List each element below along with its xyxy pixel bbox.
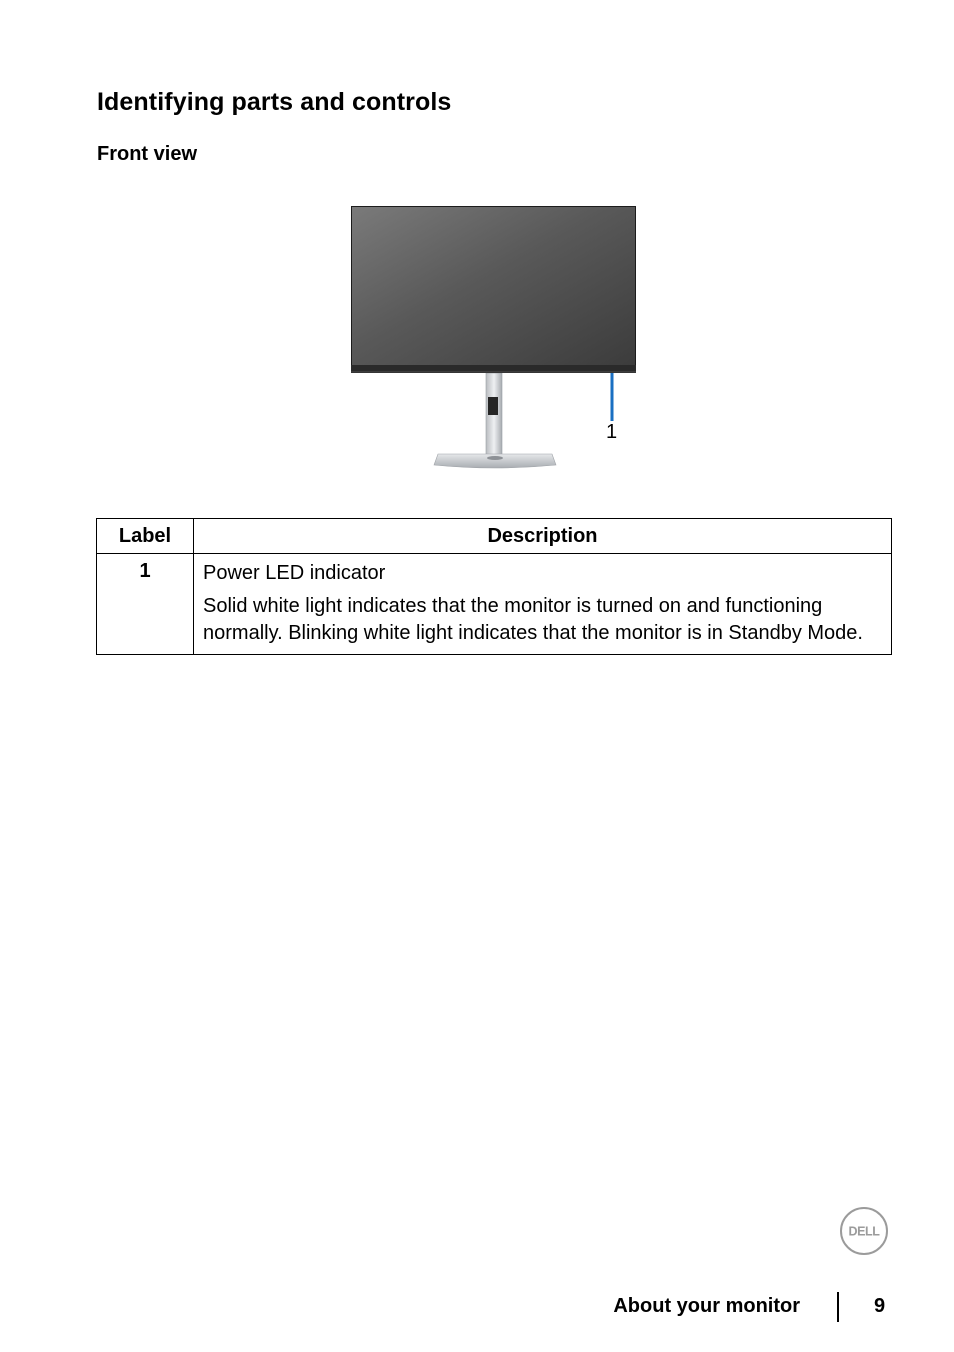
parts-table [96,518,892,655]
row-description [194,554,892,655]
dell-logo-icon [839,1206,889,1256]
callout-number: 1 [606,421,618,443]
row-description-title: Power LED indicator [203,562,386,584]
column-header-label: Label [97,519,194,554]
column-header-description: Description [194,519,892,554]
svg-text:DELL: DELL [848,1224,880,1239]
footer-section-title: About your monitor [613,1295,800,1317]
table-row [97,554,892,655]
monitor-front-view-figure [340,195,660,480]
page-number: 9 [874,1295,886,1317]
table-header-row [97,519,892,554]
section-title: Front view [97,143,198,165]
footer-divider [837,1292,839,1322]
page-title: Identifying parts and controls [97,88,452,116]
row-description-text: Solid white light indicates that the monitor is turned on and functioning normally. Blinking white light indicates that the monitor is in Standby Mode. [203,595,863,644]
row-label: 1 [97,554,194,655]
